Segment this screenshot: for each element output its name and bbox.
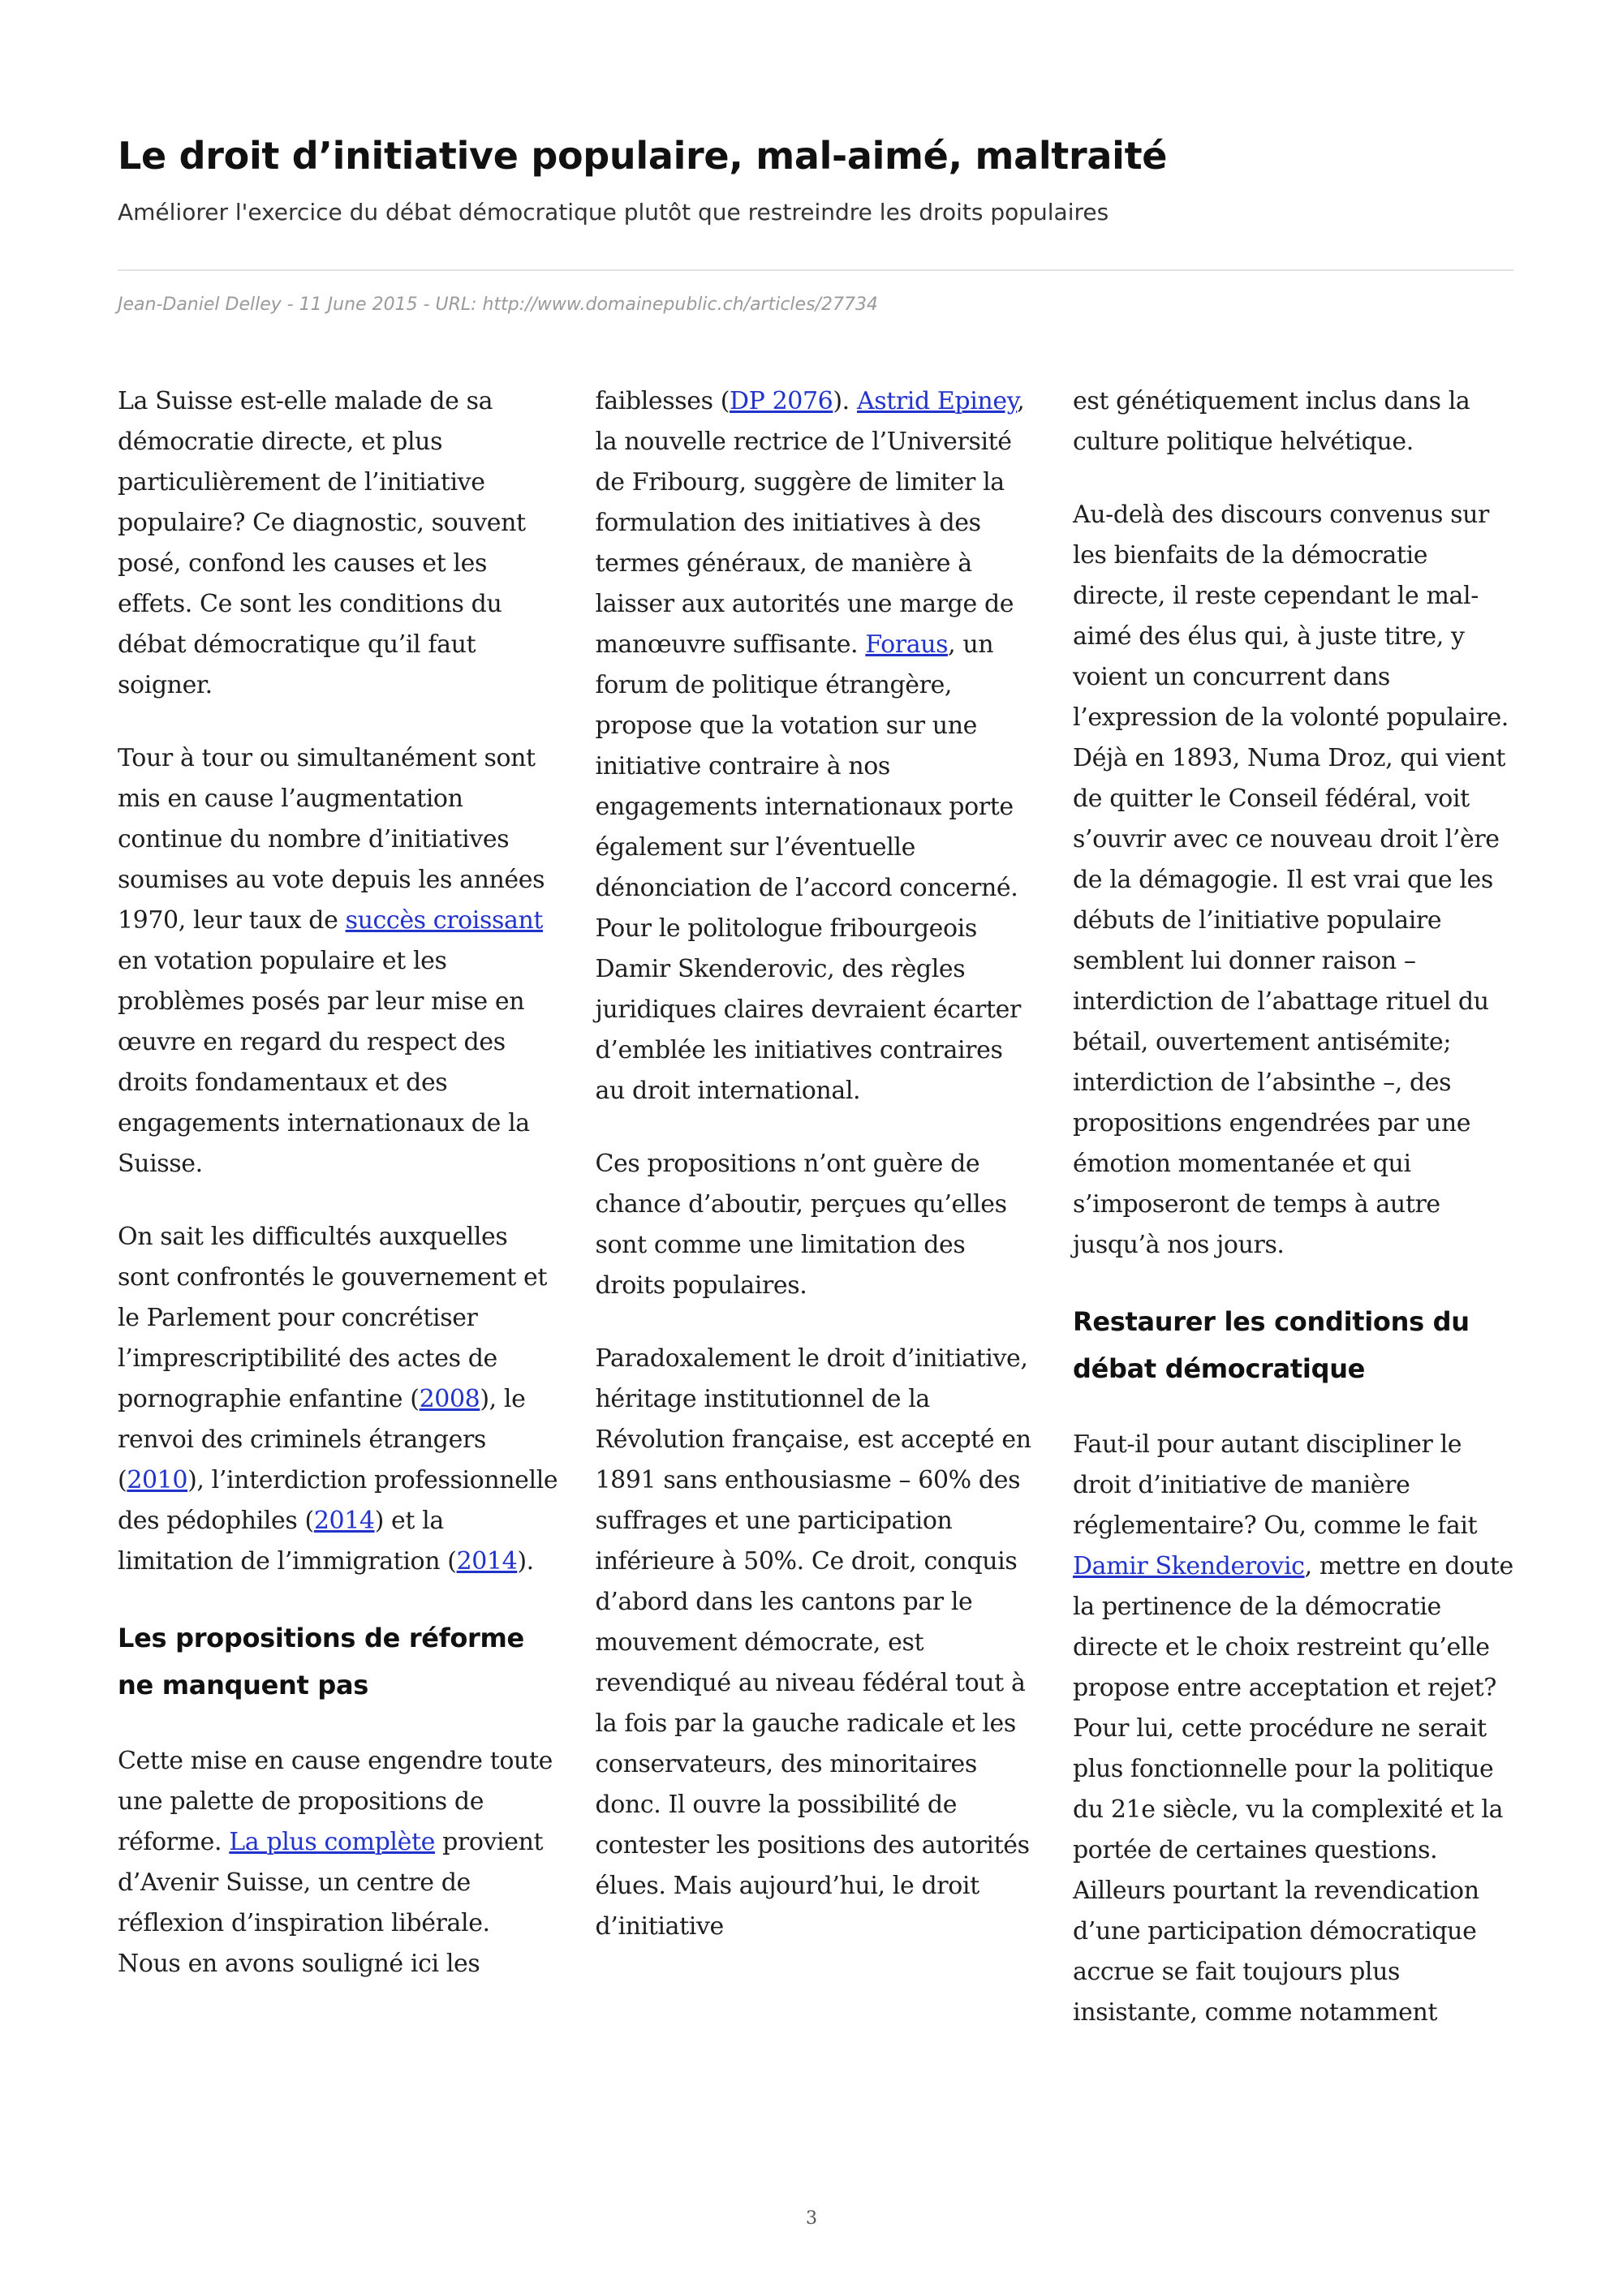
paragraph: Ces propositions n’ont guère de chance d’aboutir, perçues qu’elles sont comme une limitation des droits populaires. bbox=[595, 1150, 1007, 1300]
link-foraus[interactable]: Foraus bbox=[865, 630, 949, 659]
paragraph: La Suisse est-elle malade de sa démocratie directe, et plus particulièrement de l’initiative populaire? Ce diagnostic, souvent posé, confond les causes et les effets. Ce sont les conditions du débat démocratique qu’il faut soigner. bbox=[118, 387, 526, 699]
column-2 bbox=[596, 381, 1038, 2182]
article-title: Le droit d’initiative populaire, mal-aimé, maltraité bbox=[118, 134, 1168, 178]
article-body bbox=[118, 381, 1515, 2182]
link-2008[interactable]: 2008 bbox=[419, 1385, 480, 1413]
link-astrid-epiney[interactable]: Astrid Epiney bbox=[856, 387, 1018, 415]
page-number: 3 bbox=[806, 2208, 817, 2229]
section-heading: Les propositions de réforme ne manquent pas bbox=[118, 1623, 524, 1701]
link-2010[interactable]: 2010 bbox=[127, 1466, 188, 1494]
paragraph: On sait les difficultés auxquelles sont confrontés le gouvernement et le Parlement pour concrétiser l’imprescriptibilité des actes de pornographie enfantine (2008), le renvoi des criminels étrangers (2010), l’interdiction professionnelle des pédophiles (2014) et la limitation de l’immigration (2014). bbox=[118, 1223, 558, 1576]
paragraph: Tour à tour ou simultanément sont mis en cause l’augmentation continue du nombre d’initiatives soumises au vote depuis les années 1970, leur taux de succès croissant en votation populaire et les problèmes posés par leur mise en œuvre en regard du respect des droits fondamentaux et des engagements internationaux de la Suisse. bbox=[118, 744, 545, 1178]
column-1 bbox=[118, 381, 560, 2182]
paragraph: faiblesses (DP 2076). Astrid Epiney, la nouvelle rectrice de l’Université de Fribourg, suggère de limiter la formulation des initiatives à des termes généraux, de manière à laisser aux autorités une marge de manœuvre suffisante. Foraus, un forum de politique étrangère, propose que la votation sur une initiative contraire à nos engagements internationaux porte également sur l’éventuelle dénonciation de l’accord concerné. Pour le politologue fribourgeois Damir Skenderovic, des règles juridiques claires devraient écarter d’emblée les initiatives contraires au droit international. bbox=[595, 387, 1025, 1105]
link-2014-pedophiles[interactable]: 2014 bbox=[313, 1507, 375, 1535]
article-meta: Jean-Daniel Delley - 11 June 2015 - URL: http://www.domainepublic.ch/articles/27734 bbox=[118, 295, 878, 315]
column-3 bbox=[1073, 381, 1515, 2182]
link-damir-skenderovic[interactable]: Damir Skenderovic bbox=[1073, 1552, 1305, 1580]
article-subtitle: Améliorer l'exercice du débat démocratique plutôt que restreindre les droits populaires bbox=[118, 199, 1109, 226]
section-heading: Restaurer les conditions du débat démocratique bbox=[1073, 1306, 1470, 1384]
link-dp-2076[interactable]: DP 2076 bbox=[730, 387, 833, 415]
paragraph: Au-delà des discours convenus sur les bienfaits de la démocratie directe, il reste cependant le mal-aimé des élus qui, à juste titre, y voient un concurrent dans l’expression de la volonté populaire. Déjà en 1893, Numa Droz, qui vient de quitter le Conseil fédéral, voit s’ouvrir avec ce nouveau droit l’ère de la démagogie. Il est vrai que les débuts de l’initiative populaire semblent lui donner raison – interdiction de l’abattage rituel du bétail, ouvertement antisémite; interdiction de l’absinthe –, des propositions engendrées par une émotion momentanée et qui s’imposeront de temps à autre jusqu’à nos jours. bbox=[1073, 501, 1509, 1259]
link-la-plus-complete[interactable]: La plus complète bbox=[229, 1828, 435, 1856]
header-divider bbox=[118, 269, 1513, 271]
link-succes-croissant[interactable]: succès croissant bbox=[345, 906, 544, 935]
link-2014-immigration[interactable]: 2014 bbox=[456, 1547, 518, 1576]
paragraph: Faut-il pour autant discipliner le droit d’initiative de manière réglementaire? Ou, comme le fait Damir Skenderovic, mettre en doute la pertinence de la démocratie directe et le choix restreint qu’elle propose entre acceptation et rejet? Pour lui, cette procédure ne serait plus fonctionnelle pour la politique du 21e siècle, vu la complexité et la portée de certaines questions. Ailleurs pourtant la revendication d’une participation démocratique accrue se fait toujours plus insistante, comme notamment bbox=[1073, 1430, 1513, 2027]
paragraph: Cette mise en cause engendre toute une palette de propositions de réforme. La plus complète provient d’Avenir Suisse, un centre de réflexion d’inspiration libérale. Nous en avons souligné ici les bbox=[118, 1747, 553, 1978]
paragraph: est génétiquement inclus dans la culture politique helvétique. bbox=[1073, 387, 1470, 456]
paragraph: Paradoxalement le droit d’initiative, héritage institutionnel de la Révolution française, est accepté en 1891 sans enthousiasme – 60% des suffrages et une participation inférieure à 50%. Ce droit, conquis d’abord dans les cantons par le mouvement démocrate, est revendiqué au niveau fédéral tout à la fois par la gauche radicale et les conservateurs, des minoritaires donc. Il ouvre la possibilité de contester les positions des autorités élues. Mais aujourd’hui, le droit d’initiative bbox=[595, 1344, 1031, 1941]
